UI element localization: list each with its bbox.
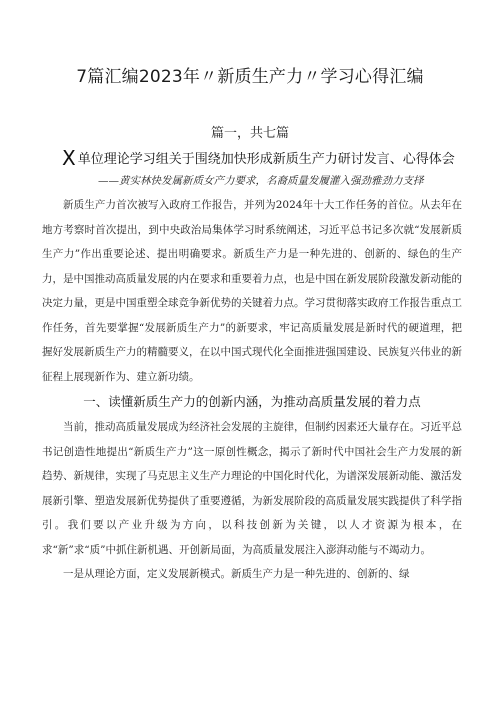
section-heading: 篇一，共七篇 [210,126,289,141]
paragraph: 当前，推动高质量发展成为经济社会发展的主旋律，但制约因素还大量存在。习近平总书记创造性地提出“新质生产力”这一原创性概念，揭示了新时代中国社会生产力发展的新趋势、新规律，实现了马克思主义生产力理论的中国化时代化，为谱深发展新动能、激活发展新引擎、塑造发展新优势提供了重要遵循，为新发展阶段的高质量发展实践提供了科学指引。我们要以产业升级为方向，以科技创新为关键，以人才资源为根本，在求“新”求“质”中抓住新机遇、开创新局面，为高质量发展注入澎湃动能与不竭动力。 [42,421,462,556]
article-title-lead: X [62,146,76,170]
section-heading-1: 一、读懂新质生产力的创新内涵，为推动高质量发展的着力点 [83,394,421,409]
paragraph: 新质生产力首次被写入政府工作报告，并列为2024年十大工作任务的首位。从去年在地方考察时首次提出，到中央政治局集体学习时系统阐述，习近平总书记多次就“发展新质生产力”作出重要论述、提出明确要求。新质生产力是一种先进的、创新的、绿色的生产力，是中国推动高质量发展的内在要求和重要着力点，也是中国在新发展阶段激发新动能的决定力量，更是中国重塑全球竞争新优势的关键着力点。学习贯彻落实政府工作报告重点工作任务，首先要掌握“发展新质生产力”的新要求，牢记高质量发展是新时代的硬道理，把握好发展新质生产力的精髓要义，在以中国式现代化全面推进强国建设、民族复兴伟业的新征程上展现新作为、建立新功绩。 [42,199,462,383]
article-title [62,146,470,170]
paragraph: 一是从理论方面，定义发展新模式。新质生产力是一种先进的、创新的、绿 [63,568,410,580]
document-title: 7篇汇编2023年〃新质生产力〃学习心得汇编 [76,67,424,87]
document-body [42,193,462,587]
article-title-text: 单位理论学习组关于围绕加快形成新质生产力研讨发言、心得体会 [77,152,455,167]
article-subtitle: ——黄实林快发属新质女产力要求，名裔质量发履灌入强劲雅劲力支择 [98,175,424,187]
